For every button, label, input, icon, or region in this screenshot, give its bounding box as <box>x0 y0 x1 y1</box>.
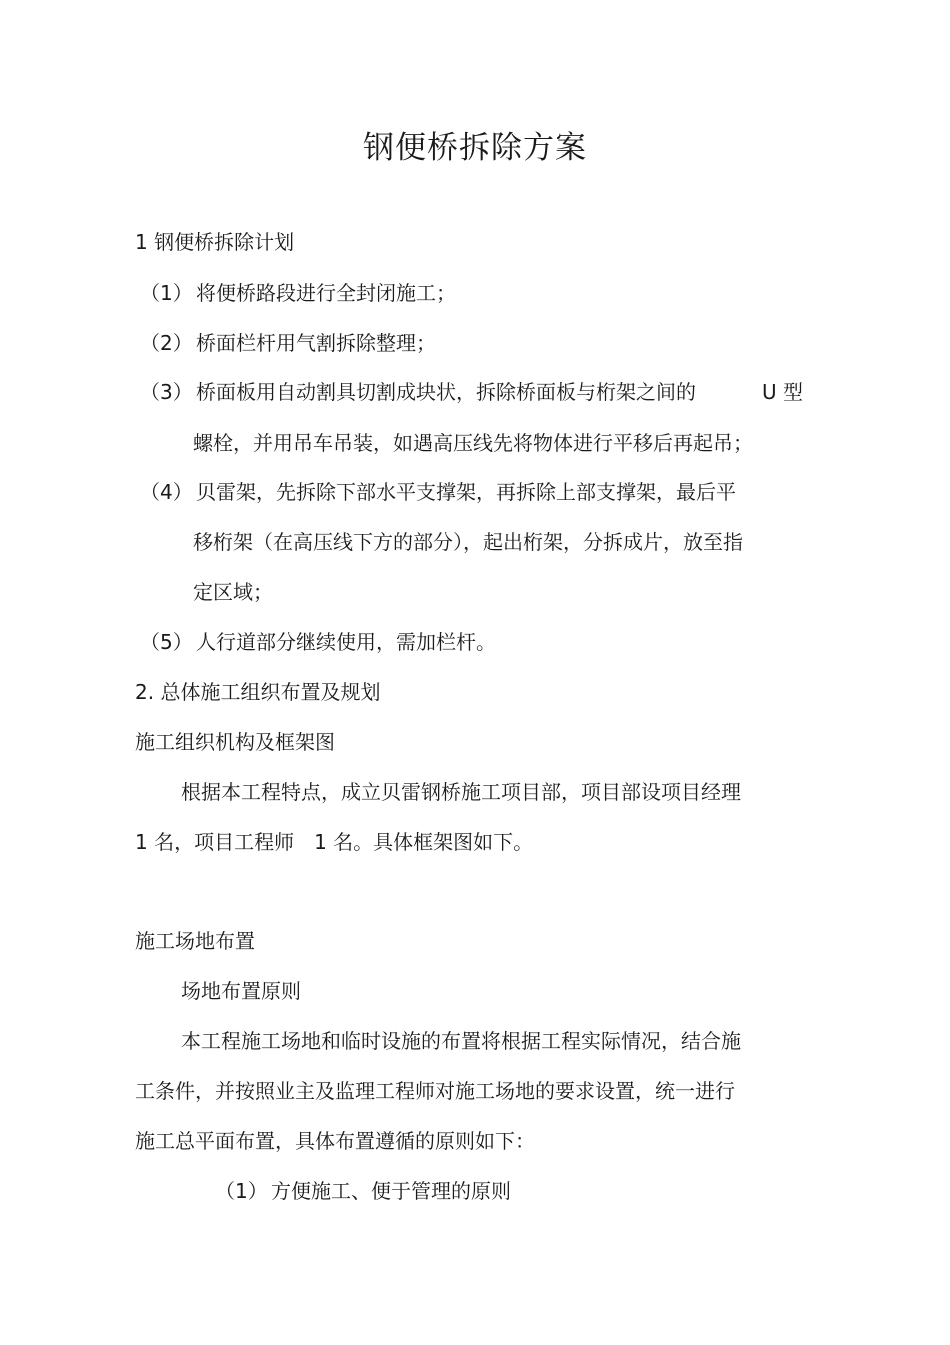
item-number: （2） <box>140 331 193 355</box>
page-title: 钢便桥拆除方案 <box>363 130 587 166</box>
item-number: （4） <box>140 480 193 504</box>
item-text: 桥面板用自动割具切割成块状，拆除桥面板与桁架之间的 <box>196 380 696 404</box>
paragraph-line: 工条件，并按照业主及监理工程师对施工场地的要求设置，统一进行 <box>135 1079 735 1103</box>
paragraph-line: 施工总平面布置，具体布置遵循的原则如下： <box>135 1129 535 1153</box>
item-text-tail: U 型 <box>762 380 803 404</box>
item-number: （5） <box>140 630 193 654</box>
paragraph-line: 本工程施工场地和临时设施的布置将根据工程实际情况，结合施 <box>181 1029 741 1053</box>
item-text-continuation: 移桁架（在高压线下方的部分），起出桁架，分拆成片，放至指 <box>193 530 743 554</box>
section2-heading: 2. 总体施工组织布置及规划 <box>135 680 381 704</box>
item-text: 贝雷架，先拆除下部水平支撑架，再拆除上部支撑架，最后平 <box>196 480 736 504</box>
list-item <box>140 280 456 306</box>
subheading: 施工组织机构及框架图 <box>135 730 335 754</box>
list-item <box>140 379 810 405</box>
item-text-continuation: 定区域； <box>193 580 273 604</box>
item-number: （1） <box>215 1179 268 1203</box>
item-text: 方便施工、便于管理的原则 <box>271 1179 511 1203</box>
item-text: 桥面栏杆用气割拆除整理； <box>196 331 436 355</box>
item-text: 将便桥路段进行全封闭施工； <box>196 281 456 305</box>
section1-heading: 1 钢便桥拆除计划 <box>135 230 295 254</box>
subheading: 场地布置原则 <box>181 979 301 1003</box>
paragraph-line: 根据本工程特点，成立贝雷钢桥施工项目部，项目部设项目经理 <box>181 780 741 804</box>
item-text-continuation: 螺栓，并用吊车吊装，如遇高压线先将物体进行平移后再起吊； <box>193 431 753 455</box>
subheading: 施工场地布置 <box>135 929 255 953</box>
item-text: 人行道部分继续使用，需加栏杆。 <box>196 630 496 654</box>
item-number: （3） <box>140 380 193 404</box>
item-number: （1） <box>140 281 193 305</box>
list-item <box>140 629 496 655</box>
paragraph-line: 1 名，项目工程师 1 名。具体框架图如下。 <box>135 830 534 854</box>
list-item <box>215 1178 511 1204</box>
list-item <box>140 479 736 505</box>
list-item <box>140 330 436 356</box>
